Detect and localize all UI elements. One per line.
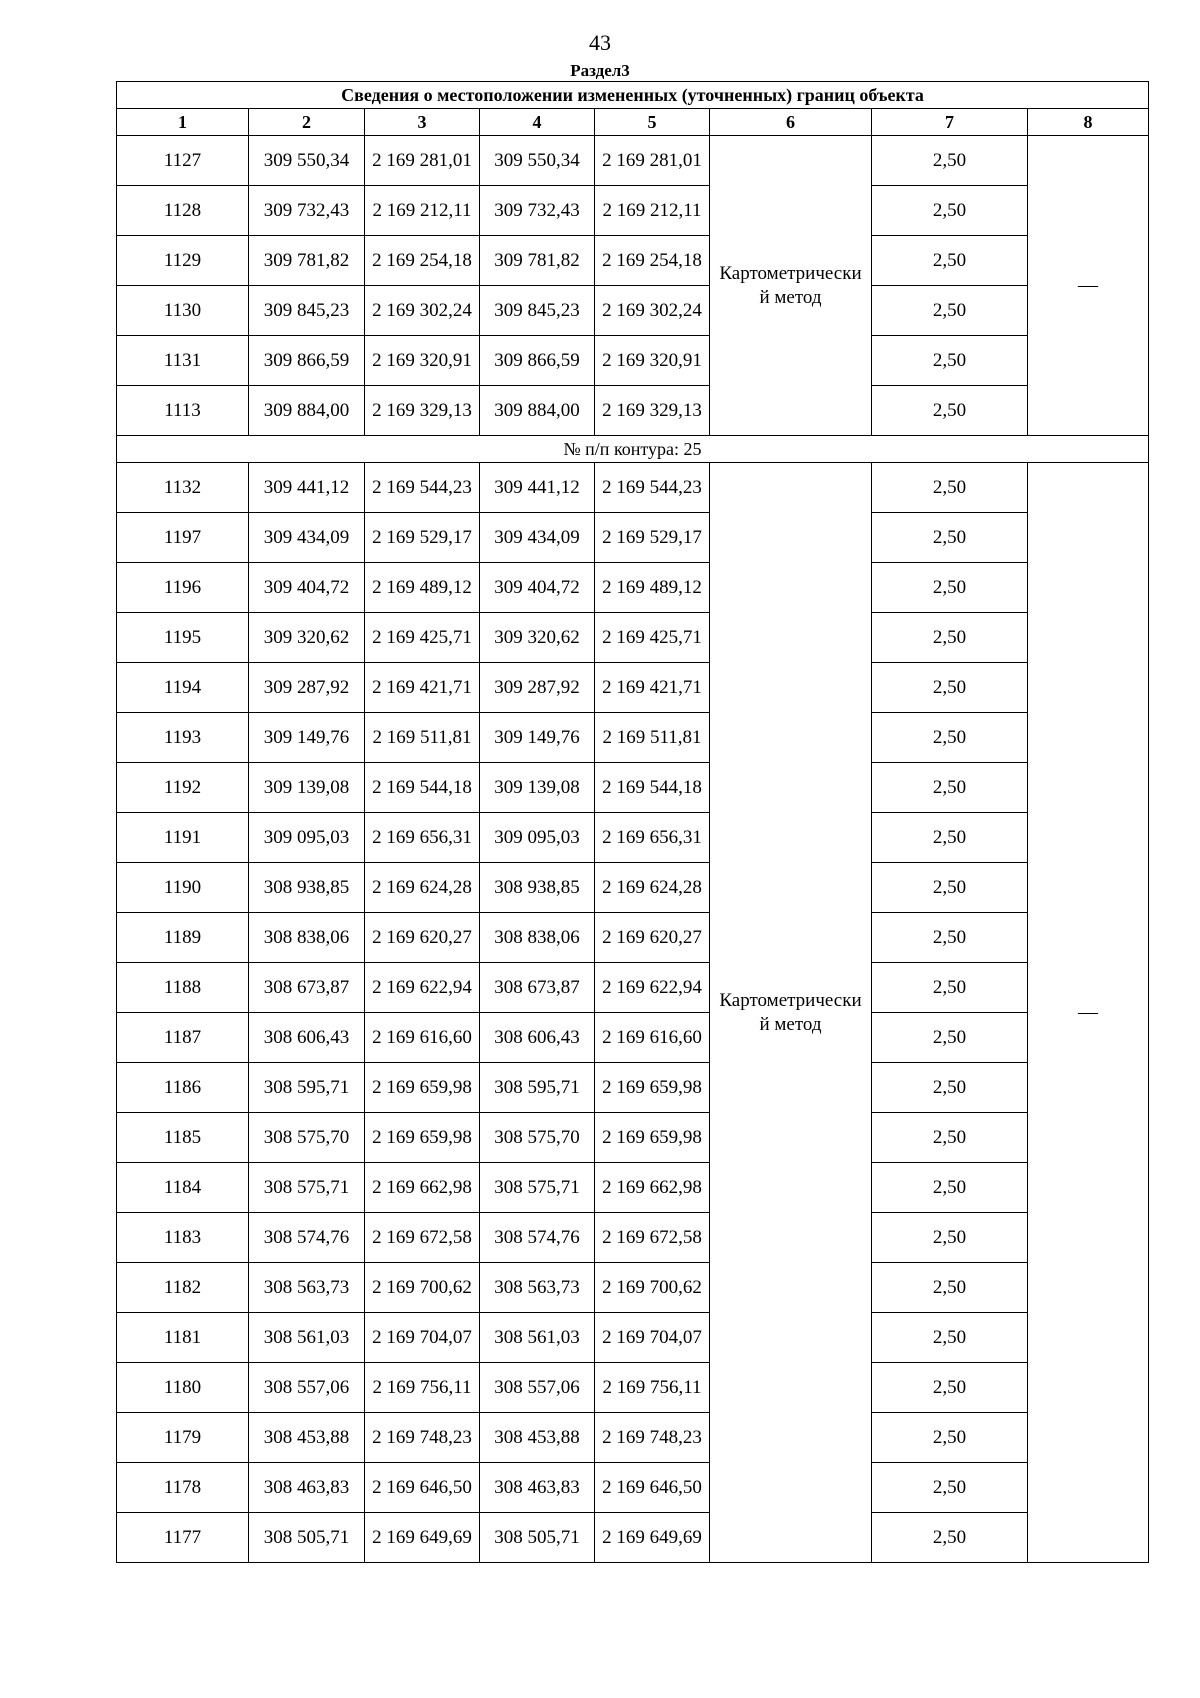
x-old-cell: 309 441,12	[249, 463, 365, 513]
point-number-cell: 1177	[117, 1513, 249, 1563]
x-new-cell: 308 673,87	[480, 963, 595, 1013]
y-old-cell: 2 169 254,18	[365, 236, 480, 286]
y-new-cell: 2 169 329,13	[595, 386, 710, 436]
precision-cell: 2,50	[872, 863, 1028, 913]
x-new-cell: 309 866,59	[480, 336, 595, 386]
x-new-cell: 308 505,71	[480, 1513, 595, 1563]
column-header: 2	[249, 109, 365, 136]
x-old-cell: 309 884,00	[249, 386, 365, 436]
column-header: 4	[480, 109, 595, 136]
precision-cell: 2,50	[872, 1013, 1028, 1063]
y-old-cell: 2 169 281,01	[365, 136, 480, 186]
contour-row	[117, 436, 1149, 463]
y-new-cell: 2 169 622,94	[595, 963, 710, 1013]
precision-cell: 2,50	[872, 1213, 1028, 1263]
x-old-cell: 309 781,82	[249, 236, 365, 286]
precision-cell: 2,50	[872, 286, 1028, 336]
method-text: й метод	[759, 1013, 822, 1035]
x-old-cell: 308 463,83	[249, 1463, 365, 1513]
table-row	[117, 136, 1149, 186]
table-body	[117, 136, 1149, 1563]
x-new-cell: 308 557,06	[480, 1363, 595, 1413]
y-old-cell: 2 169 320,91	[365, 336, 480, 386]
x-old-cell: 308 557,06	[249, 1363, 365, 1413]
point-number-cell: 1192	[117, 763, 249, 813]
method-cell	[710, 463, 872, 1563]
x-old-cell: 308 561,03	[249, 1313, 365, 1363]
precision-cell: 2,50	[872, 1063, 1028, 1113]
y-new-cell: 2 169 425,71	[595, 613, 710, 663]
table-row	[117, 336, 1149, 386]
y-new-cell: 2 169 700,62	[595, 1263, 710, 1313]
x-old-cell: 309 434,09	[249, 513, 365, 563]
x-old-cell: 309 149,76	[249, 713, 365, 763]
precision-cell: 2,50	[872, 563, 1028, 613]
x-new-cell: 309 404,72	[480, 563, 595, 613]
y-new-cell: 2 169 511,81	[595, 713, 710, 763]
y-old-cell: 2 169 704,07	[365, 1313, 480, 1363]
x-new-cell: 308 938,85	[480, 863, 595, 913]
table-row	[117, 1113, 1149, 1163]
x-new-cell: 309 781,82	[480, 236, 595, 286]
x-old-cell: 308 606,43	[249, 1013, 365, 1063]
y-new-cell: 2 169 529,17	[595, 513, 710, 563]
x-old-cell: 308 838,06	[249, 913, 365, 963]
x-old-cell: 309 550,34	[249, 136, 365, 186]
table-row	[117, 713, 1149, 763]
y-old-cell: 2 169 329,13	[365, 386, 480, 436]
y-new-cell: 2 169 320,91	[595, 336, 710, 386]
point-number-cell: 1132	[117, 463, 249, 513]
x-new-cell: 308 606,43	[480, 1013, 595, 1063]
y-new-cell: 2 169 254,18	[595, 236, 710, 286]
point-number-cell: 1193	[117, 713, 249, 763]
x-new-cell: 309 320,62	[480, 613, 595, 663]
x-old-cell: 308 574,76	[249, 1213, 365, 1263]
table-caption: Сведения о местоположении измененных (уточненных) границ объекта	[117, 82, 1149, 109]
x-old-cell: 308 595,71	[249, 1063, 365, 1113]
precision-cell: 2,50	[872, 963, 1028, 1013]
table-row	[117, 1463, 1149, 1513]
x-old-cell: 309 732,43	[249, 186, 365, 236]
x-new-cell: 309 732,43	[480, 186, 595, 236]
x-new-cell: 309 139,08	[480, 763, 595, 813]
column-header: 8	[1028, 109, 1149, 136]
table-row	[117, 1413, 1149, 1463]
x-old-cell: 308 505,71	[249, 1513, 365, 1563]
point-number-cell: 1196	[117, 563, 249, 613]
point-number-cell: 1128	[117, 186, 249, 236]
y-new-cell: 2 169 656,31	[595, 813, 710, 863]
precision-cell: 2,50	[872, 1513, 1028, 1563]
x-old-cell: 309 287,92	[249, 663, 365, 713]
table-row	[117, 913, 1149, 963]
x-old-cell: 309 095,03	[249, 813, 365, 863]
y-old-cell: 2 169 622,94	[365, 963, 480, 1013]
precision-cell: 2,50	[872, 1363, 1028, 1413]
description-cell: —	[1028, 463, 1149, 1563]
point-number-cell: 1179	[117, 1413, 249, 1463]
precision-cell: 2,50	[872, 1463, 1028, 1513]
y-old-cell: 2 169 511,81	[365, 713, 480, 763]
table-row	[117, 663, 1149, 713]
point-number-cell: 1131	[117, 336, 249, 386]
point-number-cell: 1189	[117, 913, 249, 963]
x-old-cell: 308 673,87	[249, 963, 365, 1013]
y-old-cell: 2 169 748,23	[365, 1413, 480, 1463]
y-old-cell: 2 169 646,50	[365, 1463, 480, 1513]
y-old-cell: 2 169 756,11	[365, 1363, 480, 1413]
x-new-cell: 308 563,73	[480, 1263, 595, 1313]
x-new-cell: 309 441,12	[480, 463, 595, 513]
table-row	[117, 613, 1149, 663]
point-number-cell: 1182	[117, 1263, 249, 1313]
x-new-cell: 308 595,71	[480, 1063, 595, 1113]
y-new-cell: 2 169 659,98	[595, 1113, 710, 1163]
y-new-cell: 2 169 421,71	[595, 663, 710, 713]
y-old-cell: 2 169 649,69	[365, 1513, 480, 1563]
point-number-cell: 1129	[117, 236, 249, 286]
precision-cell: 2,50	[872, 513, 1028, 563]
precision-cell: 2,50	[872, 1313, 1028, 1363]
column-header: 6	[710, 109, 872, 136]
section-title: Раздел3	[570, 61, 630, 80]
precision-cell: 2,50	[872, 336, 1028, 386]
point-number-cell: 1186	[117, 1063, 249, 1113]
precision-cell: 2,50	[872, 236, 1028, 286]
method-text: Картометрически	[719, 989, 862, 1011]
y-new-cell: 2 169 672,58	[595, 1213, 710, 1263]
column-header: 3	[365, 109, 480, 136]
column-header: 7	[872, 109, 1028, 136]
x-new-cell: 308 574,76	[480, 1213, 595, 1263]
contour-label: № п/п контура: 25	[117, 436, 1149, 463]
precision-cell: 2,50	[872, 1113, 1028, 1163]
x-new-cell: 309 845,23	[480, 286, 595, 336]
table-row	[117, 236, 1149, 286]
y-old-cell: 2 169 659,98	[365, 1113, 480, 1163]
table-row	[117, 386, 1149, 436]
y-new-cell: 2 169 544,18	[595, 763, 710, 813]
point-number-cell: 1194	[117, 663, 249, 713]
x-new-cell: 308 561,03	[480, 1313, 595, 1363]
y-new-cell: 2 169 620,27	[595, 913, 710, 963]
y-new-cell: 2 169 544,23	[595, 463, 710, 513]
y-old-cell: 2 169 302,24	[365, 286, 480, 336]
point-number-cell: 1185	[117, 1113, 249, 1163]
y-old-cell: 2 169 662,98	[365, 1163, 480, 1213]
y-new-cell: 2 169 616,60	[595, 1013, 710, 1063]
y-old-cell: 2 169 700,62	[365, 1263, 480, 1313]
method-text: Картометрически	[719, 262, 862, 284]
x-old-cell: 309 404,72	[249, 563, 365, 613]
column-header: 5	[595, 109, 710, 136]
y-old-cell: 2 169 672,58	[365, 1213, 480, 1263]
x-new-cell: 308 453,88	[480, 1413, 595, 1463]
precision-cell: 2,50	[872, 463, 1028, 513]
x-new-cell: 308 575,70	[480, 1113, 595, 1163]
y-old-cell: 2 169 624,28	[365, 863, 480, 913]
x-old-cell: 308 453,88	[249, 1413, 365, 1463]
x-old-cell: 308 938,85	[249, 863, 365, 913]
y-new-cell: 2 169 662,98	[595, 1163, 710, 1213]
table-row	[117, 1213, 1149, 1263]
y-old-cell: 2 169 620,27	[365, 913, 480, 963]
table-row	[117, 763, 1149, 813]
table-row	[117, 286, 1149, 336]
precision-cell: 2,50	[872, 1263, 1028, 1313]
point-number-cell: 1197	[117, 513, 249, 563]
point-number-cell: 1195	[117, 613, 249, 663]
y-new-cell: 2 169 646,50	[595, 1463, 710, 1513]
y-old-cell: 2 169 212,11	[365, 186, 480, 236]
boundary-table	[116, 81, 1149, 1563]
precision-cell: 2,50	[872, 186, 1028, 236]
precision-cell: 2,50	[872, 386, 1028, 436]
table-row	[117, 513, 1149, 563]
table-row	[117, 1313, 1149, 1363]
x-new-cell: 308 463,83	[480, 1463, 595, 1513]
y-old-cell: 2 169 544,18	[365, 763, 480, 813]
point-number-cell: 1191	[117, 813, 249, 863]
table-row	[117, 863, 1149, 913]
point-number-cell: 1183	[117, 1213, 249, 1263]
point-number-cell: 1113	[117, 386, 249, 436]
x-old-cell: 309 320,62	[249, 613, 365, 663]
precision-cell: 2,50	[872, 613, 1028, 663]
table-row	[117, 1363, 1149, 1413]
precision-cell: 2,50	[872, 763, 1028, 813]
y-new-cell: 2 169 281,01	[595, 136, 710, 186]
y-new-cell: 2 169 624,28	[595, 863, 710, 913]
y-new-cell: 2 169 489,12	[595, 563, 710, 613]
x-old-cell: 308 563,73	[249, 1263, 365, 1313]
x-new-cell: 309 550,34	[480, 136, 595, 186]
point-number-cell: 1187	[117, 1013, 249, 1063]
x-new-cell: 309 434,09	[480, 513, 595, 563]
precision-cell: 2,50	[872, 1163, 1028, 1213]
table-row	[117, 1063, 1149, 1113]
y-new-cell: 2 169 748,23	[595, 1413, 710, 1463]
table-row	[117, 1513, 1149, 1563]
method-text: й метод	[759, 286, 822, 308]
table-row	[117, 463, 1149, 513]
table-row	[117, 1013, 1149, 1063]
x-old-cell: 309 845,23	[249, 286, 365, 336]
x-new-cell: 309 287,92	[480, 663, 595, 713]
y-new-cell: 2 169 756,11	[595, 1363, 710, 1413]
precision-cell: 2,50	[872, 663, 1028, 713]
x-old-cell: 309 139,08	[249, 763, 365, 813]
y-old-cell: 2 169 421,71	[365, 663, 480, 713]
y-old-cell: 2 169 425,71	[365, 613, 480, 663]
point-number-cell: 1130	[117, 286, 249, 336]
x-old-cell: 308 575,70	[249, 1113, 365, 1163]
column-header: 1	[117, 109, 249, 136]
precision-cell: 2,50	[872, 813, 1028, 863]
x-new-cell: 309 884,00	[480, 386, 595, 436]
x-new-cell: 309 095,03	[480, 813, 595, 863]
y-new-cell: 2 169 302,24	[595, 286, 710, 336]
precision-cell: 2,50	[872, 713, 1028, 763]
column-header-row	[117, 109, 1149, 136]
x-old-cell: 308 575,71	[249, 1163, 365, 1213]
y-old-cell: 2 169 616,60	[365, 1013, 480, 1063]
y-old-cell: 2 169 529,17	[365, 513, 480, 563]
y-old-cell: 2 169 656,31	[365, 813, 480, 863]
table-row	[117, 963, 1149, 1013]
point-number-cell: 1127	[117, 136, 249, 186]
point-number-cell: 1188	[117, 963, 249, 1013]
table-row	[117, 813, 1149, 863]
x-new-cell: 309 149,76	[480, 713, 595, 763]
y-old-cell: 2 169 659,98	[365, 1063, 480, 1113]
table-row	[117, 1163, 1149, 1213]
table-row	[117, 563, 1149, 613]
y-old-cell: 2 169 489,12	[365, 563, 480, 613]
precision-cell: 2,50	[872, 136, 1028, 186]
precision-cell: 2,50	[872, 1413, 1028, 1463]
y-new-cell: 2 169 212,11	[595, 186, 710, 236]
page-number: 43	[589, 30, 611, 55]
point-number-cell: 1190	[117, 863, 249, 913]
y-new-cell: 2 169 649,69	[595, 1513, 710, 1563]
x-new-cell: 308 575,71	[480, 1163, 595, 1213]
point-number-cell: 1180	[117, 1363, 249, 1413]
precision-cell: 2,50	[872, 913, 1028, 963]
point-number-cell: 1178	[117, 1463, 249, 1513]
y-old-cell: 2 169 544,23	[365, 463, 480, 513]
x-new-cell: 308 838,06	[480, 913, 595, 963]
y-new-cell: 2 169 704,07	[595, 1313, 710, 1363]
table-row	[117, 186, 1149, 236]
table-row	[117, 1263, 1149, 1313]
description-cell: —	[1028, 136, 1149, 436]
x-old-cell: 309 866,59	[249, 336, 365, 386]
y-new-cell: 2 169 659,98	[595, 1063, 710, 1113]
method-cell	[710, 136, 872, 436]
point-number-cell: 1181	[117, 1313, 249, 1363]
point-number-cell: 1184	[117, 1163, 249, 1213]
